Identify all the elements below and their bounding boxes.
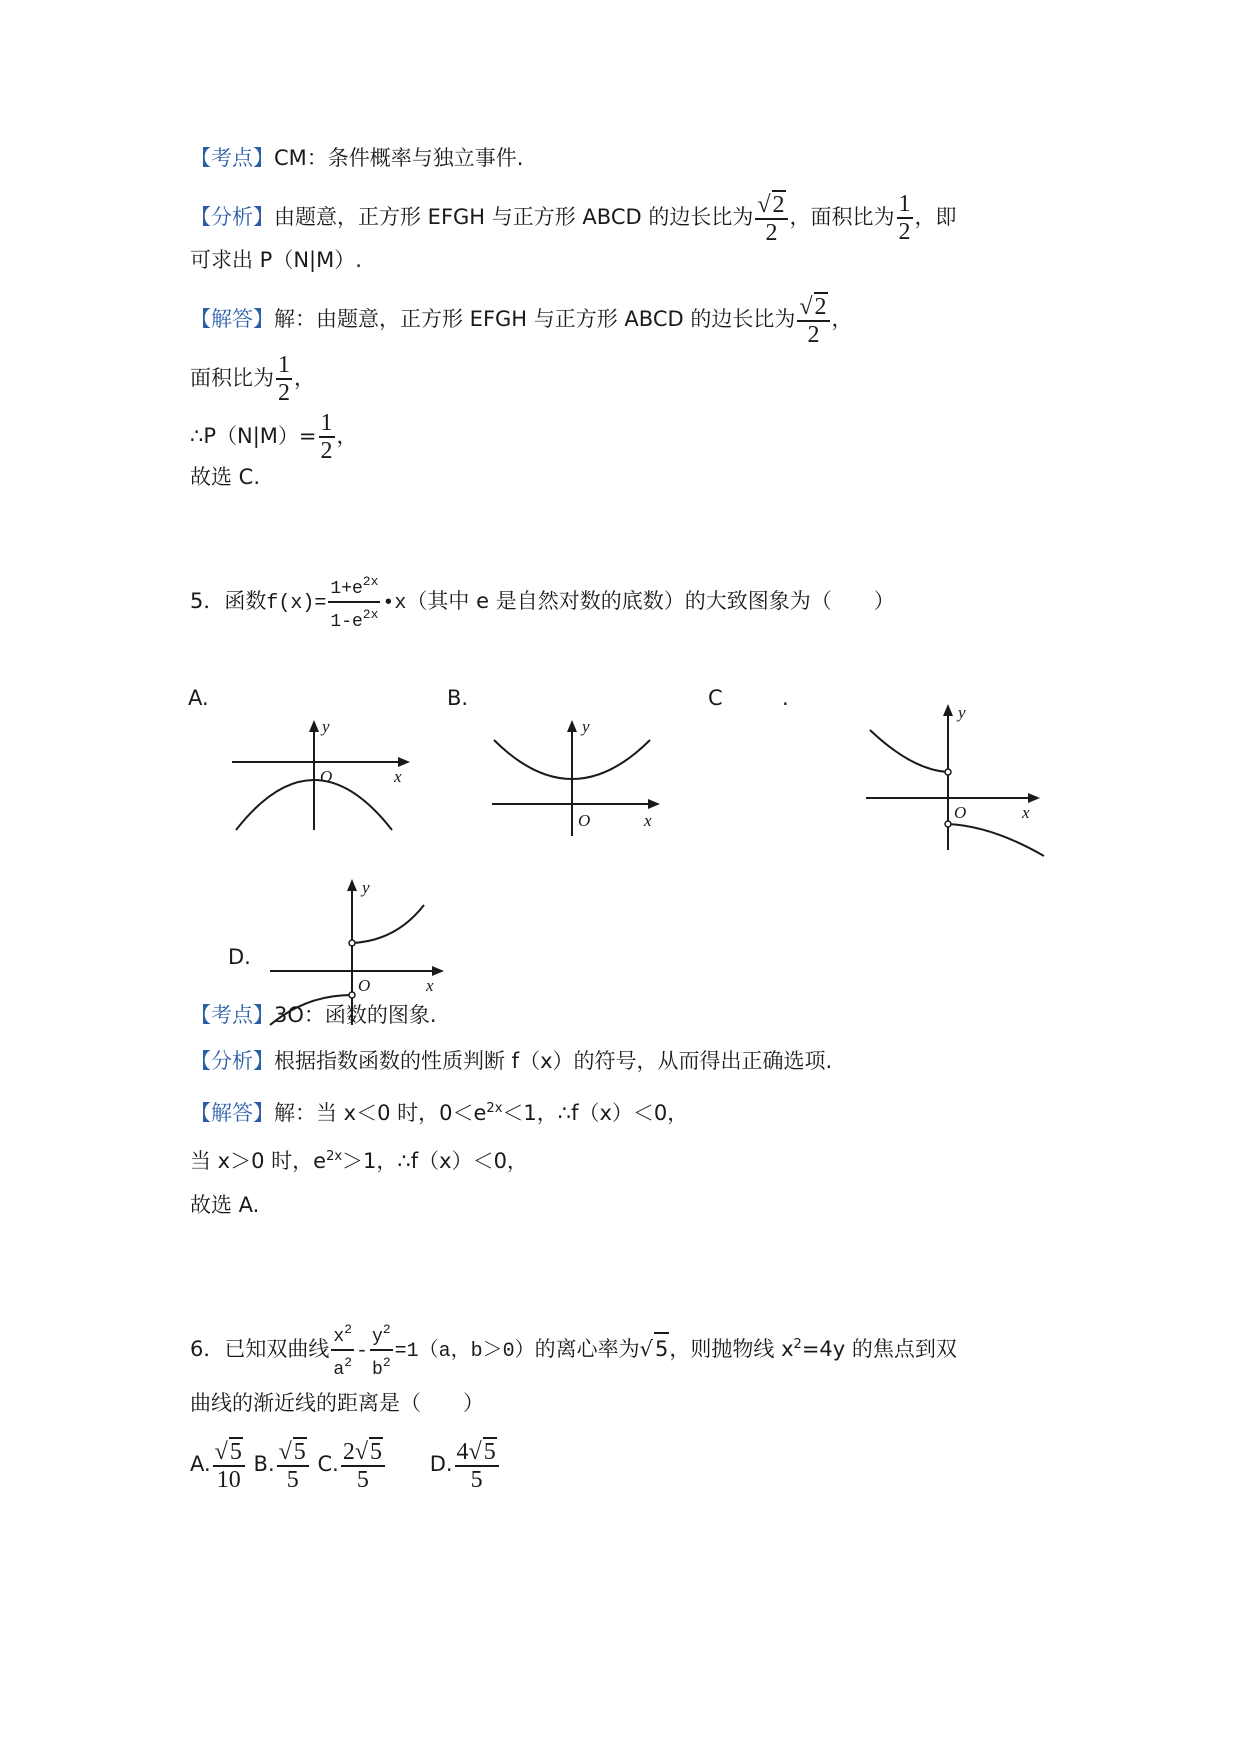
therefore-text: ∴P（N|M）= (190, 424, 317, 448)
q6-text-c: =4y 的焦点到双 (801, 1337, 957, 1361)
kaodian-tag: 【考点】 (190, 1003, 274, 1027)
jieda-line: 【解答】解：由题意，正方形 EFGH 与正方形 ABCD 的边长比为 $\frac{√2}{2}$ ， (190, 294, 853, 348)
option-b[interactable]: B. $\frac{√5}{5}$ (254, 1452, 311, 1476)
kaodian-line (190, 143, 523, 173)
q5-rest: （其中 e 是自然对数的底数）的大致图象为（ ） (406, 589, 895, 613)
mianji-text: 面积比为 (190, 366, 274, 390)
q5-fraction: $\frac{1+e^{2x}}{1-e^{2x}}$ (328, 570, 380, 634)
graph-c-y-label: y (958, 703, 966, 722)
fraction-1-over-2: $\frac{1}{2}$ (278, 352, 290, 406)
q5-times-x: •x (382, 592, 407, 615)
option-a[interactable]: A. $\frac{√5}{10}$ (190, 1452, 247, 1476)
fraction-sqrt5-over-5: $\frac{√5}{5}$ (277, 1437, 309, 1493)
kaodian-text: 3O：函数的图象. (274, 1003, 437, 1027)
graph-a[interactable] (228, 720, 418, 840)
q6-number: 6．已知双曲线 (190, 1337, 330, 1361)
option-d-label[interactable]: D. (228, 945, 251, 969)
graph-d-x-label: x (426, 976, 434, 995)
q5-stem (190, 570, 895, 634)
graph-c-x-label: x (1022, 803, 1030, 822)
fenxi-text-c: ，即 (914, 205, 957, 229)
fenxi-text-b: ，面积比为 (789, 205, 895, 229)
q5-line2 (190, 1142, 528, 1176)
exponent: 2 (793, 1337, 802, 1352)
option-b-label[interactable]: B. (447, 686, 469, 710)
q6-frac-y2-b2: $\frac{y^2}{b^2}$ (370, 1318, 393, 1382)
fraction-2sqrt5-over-5: $\frac{2√5}{5}$ (341, 1437, 385, 1493)
graph-a-y-label: y (322, 720, 330, 736)
fenxi-line (190, 190, 957, 246)
choose-line: 故选 C. (190, 465, 261, 489)
fenxi-line-2: 可求出 P（N|M）. (190, 248, 362, 272)
fraction-4sqrt5-over-5: $\frac{4√5}{5}$ (455, 1437, 499, 1493)
exponent: 2x (486, 1101, 503, 1116)
q6-text-b: ，则抛物线 x (669, 1337, 794, 1361)
q5-jieda-line (190, 1094, 688, 1128)
fraction-sqrt2-over-2: $\frac{√2}{2}$ (797, 292, 829, 348)
graph-b[interactable] (490, 718, 670, 838)
fraction-1-over-2: $\frac{1}{2}$ (898, 191, 911, 245)
q6-options (190, 1437, 501, 1493)
graph-d-origin: O (358, 976, 371, 995)
fraction-sqrt5-over-10: $\frac{√5}{10}$ (213, 1437, 245, 1493)
q6-equation: =1（a，b＞0） (394, 1340, 535, 1363)
q5-choose: 故选 A. (190, 1193, 260, 1217)
q6-minus: - (356, 1340, 369, 1363)
q5-kaodian-line (190, 1000, 437, 1030)
option-a-label[interactable]: A. (188, 686, 209, 710)
q6-stem (190, 1318, 957, 1382)
graph-a-origin: O (320, 767, 333, 786)
option-c[interactable]: C. $\frac{2√5}{5}$ (317, 1452, 387, 1476)
exponent: 2x (326, 1149, 343, 1164)
kaodian-tag: 【考点】 (190, 146, 274, 170)
fraction-sqrt2-over-2: $\frac{√2}{2}$ (755, 190, 787, 246)
q5-number: 5．函数 (190, 589, 267, 613)
fenxi-text: 由题意，正方形 EFGH 与正方形 ABCD 的边长比为 (274, 205, 754, 229)
q5-fenxi-line (190, 1046, 832, 1076)
option-d[interactable]: D. $\frac{4√5}{5}$ (430, 1452, 501, 1476)
graph-b-origin: O (578, 811, 591, 830)
jieda-text: 解：当 x＜0 时，0＜e (274, 1101, 487, 1125)
mianji-line: 面积比为 $\frac{1}{2}$ ， (190, 352, 315, 406)
fenxi-tag: 【分析】 (190, 1049, 274, 1073)
q6-sqrt5: √5 (640, 1337, 670, 1361)
graph-c-origin: O (954, 803, 967, 822)
jieda-tag: 【解答】 (190, 307, 274, 331)
q6-frac-x2-a2: $\frac{x^2}{a^2}$ (331, 1318, 354, 1382)
graph-c[interactable] (862, 700, 1054, 860)
option-c-dot: . (782, 686, 789, 710)
therefore-line: ∴P（N|M）= $\frac{1}{2}$ ， (190, 410, 358, 464)
jieda-tag: 【解答】 (190, 1101, 274, 1125)
jieda-text-rest: ＜1，∴f（x）＜0， (502, 1101, 689, 1125)
q6-line2: 曲线的渐近线的距离是（ ） (190, 1391, 484, 1415)
graph-d-y-label: y (362, 878, 370, 897)
line2-text: 当 x＞0 时，e (190, 1149, 327, 1173)
q6-text-a: 的离心率为 (534, 1337, 640, 1361)
graph-a-x-label: x (394, 767, 402, 786)
fraction-1-over-2: $\frac{1}{2}$ (320, 410, 333, 464)
fenxi-tag: 【分析】 (190, 205, 274, 229)
fenxi-text: 根据指数函数的性质判断 f（x）的符号，从而得出正确选项. (274, 1049, 833, 1073)
graph-b-x-label: x (644, 811, 652, 830)
q5-fx: f(x)= (266, 592, 327, 615)
option-c-label[interactable]: C (708, 686, 723, 710)
line2-text-rest: ＞1，∴f（x）＜0， (342, 1149, 528, 1173)
kaodian-text: CM：条件概率与独立事件. (274, 146, 524, 170)
jieda-text: 解：由题意，正方形 EFGH 与正方形 ABCD 的边长比为 (274, 307, 796, 331)
graph-b-y-label: y (582, 718, 590, 736)
